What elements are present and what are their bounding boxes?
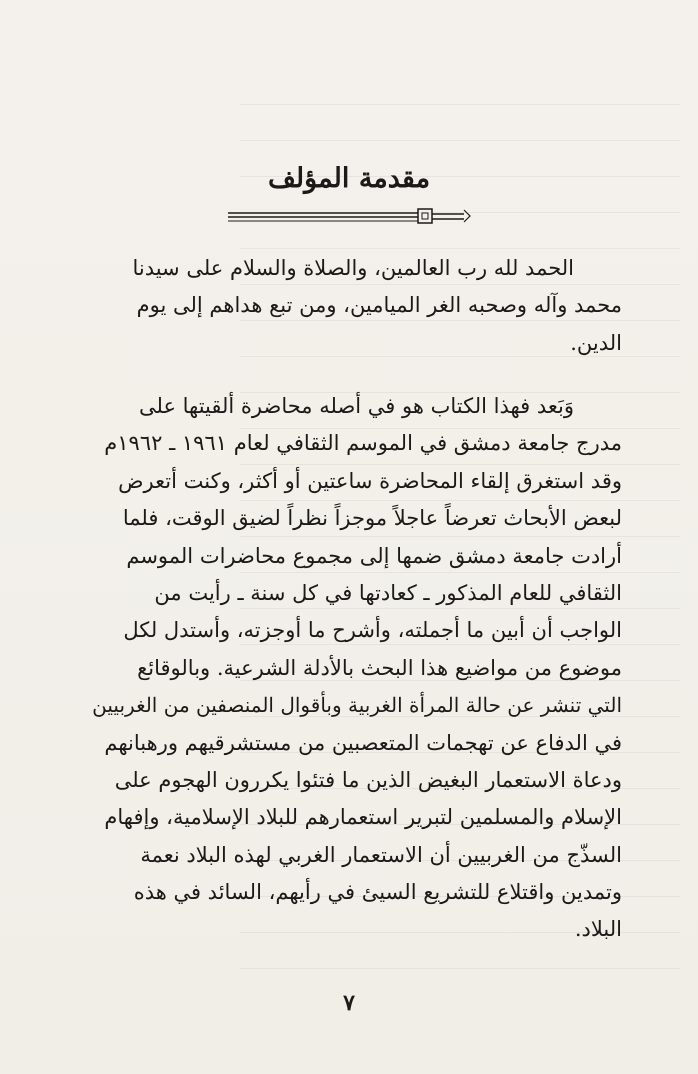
text-line: محمد وآله وصحبه الغر الميامين، ومن تبع هداهم إلى يوم — [136, 293, 622, 318]
text-line: وقد استغرق إلقاء المحاضرة ساعتين أو أكثر، وكنت أتعرض — [118, 468, 622, 493]
text-line: أرادت جامعة دمشق ضمها إلى مجموع محاضرات الموسم — [126, 543, 622, 568]
text-line: في الدفاع عن تهجمات المتعصبين من مستشرقيهم ورهبانهم — [104, 730, 622, 755]
title-ornament-divider — [226, 204, 476, 228]
chapter-title: مقدمة المؤلف — [267, 163, 431, 194]
text-line: الدين. — [570, 330, 622, 355]
text-line: ودعاة الاستعمار البغيض الذين ما فتئوا يكررون الهجوم على — [114, 767, 622, 792]
text-line: السذّج من الغربيين أن الاستعمار الغربي لهذه البلاد نعمة — [140, 842, 622, 867]
intro-paragraph — [84, 250, 622, 362]
text-line: الثقافي للعام المذكور ـ كعادتها في كل سنة ـ رأيت من — [154, 580, 622, 605]
text-line: لبعض الأبحاث تعرضاً عاجلاً موجزاً نظراً لضيق الوقت، فلما — [122, 506, 622, 531]
page-number: ٧ — [343, 990, 355, 1016]
text-line: البلاد. — [574, 917, 622, 942]
text-line: الواجب أن أبين ما أجملته، وأشرح ما أوجزته، وأستدل لكل — [123, 618, 622, 643]
text-line: وَبَعد فهذا الكتاب هو في أصله محاضرة ألقيتها على — [138, 394, 574, 418]
text-line: التي تنشر عن حالة المرأة الغربية وبأقوال المنصفين من الغربيين — [92, 693, 622, 718]
text-line: الحمد لله رب العالمين، والصلاة والسلام على سيدنا — [132, 256, 574, 280]
text-line: مدرج جامعة دمشق في الموسم الثقافي لعام ١٩٦١ ـ ١٩٦٢م — [104, 431, 622, 456]
text-line: وتمدين واقتلاع للتشريع السيئ في رأيهم، السائد في هذه — [133, 880, 622, 905]
text-line: موضوع من مواضيع هذا البحث بالأدلة الشرعية. وبالوقائع — [137, 655, 622, 680]
main-paragraph — [84, 388, 622, 949]
text-line: الإسلام والمسلمين لتبرير استعمارهم للبلاد الإسلامية، وإفهام — [104, 805, 622, 830]
